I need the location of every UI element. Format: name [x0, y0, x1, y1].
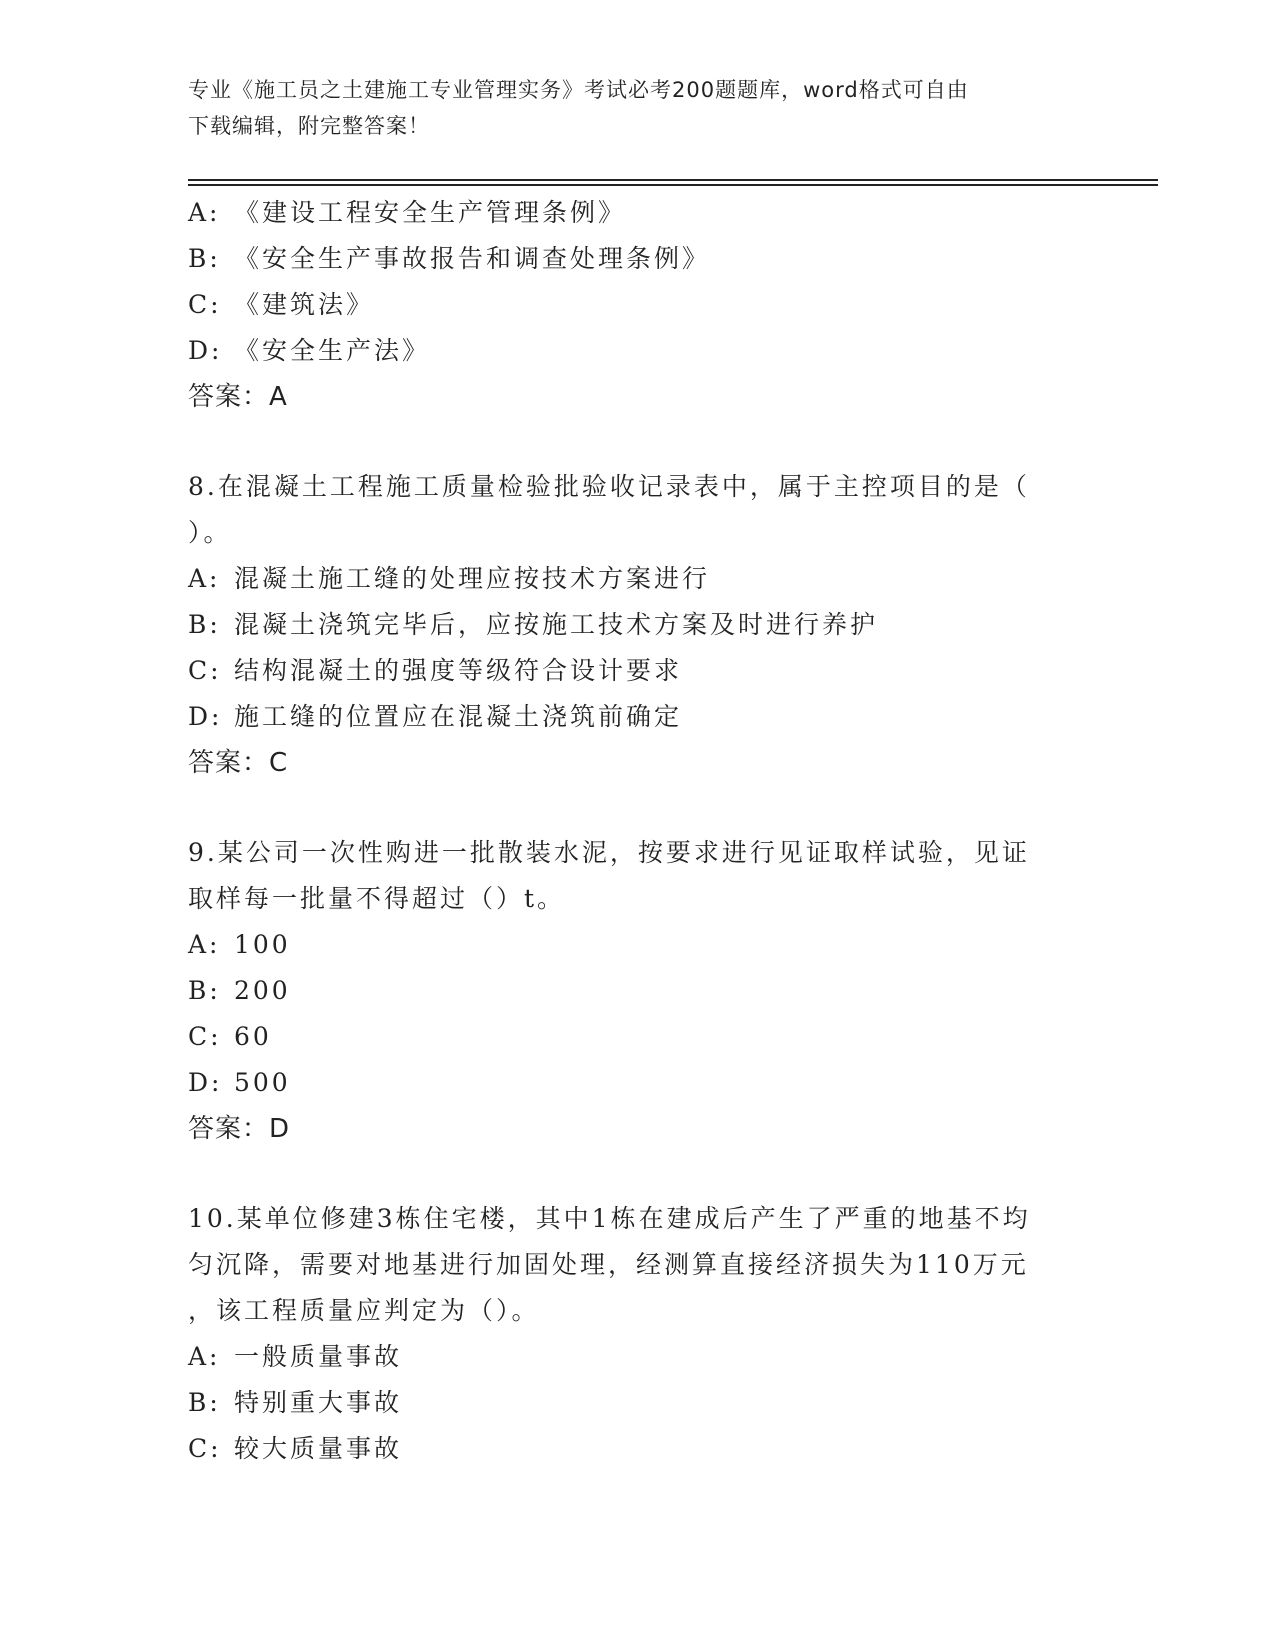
option-key: C:	[188, 290, 222, 319]
question-9	[188, 830, 1078, 1152]
option-text: 施工缝的位置应在混凝土浇筑前确定	[234, 702, 683, 731]
question-stem-line: ，该工程质量应判定为（）。	[188, 1296, 540, 1325]
option-a	[188, 922, 1078, 968]
option-text: 《安全生产事故报告和调查处理条例》	[234, 244, 711, 273]
option-a	[188, 556, 1078, 602]
option-text: 100	[234, 930, 291, 959]
answer-line: 答案：D	[188, 1114, 291, 1144]
option-text: 60	[234, 1022, 272, 1051]
option-a	[188, 1334, 1078, 1380]
option-a	[188, 190, 1078, 236]
document-header	[188, 72, 1088, 144]
option-text: 200	[234, 976, 291, 1005]
option-c	[188, 282, 1078, 328]
question-10	[188, 1196, 1078, 1472]
question-stem-line: 8.在混凝土工程施工质量检验批验收记录表中，属于主控项目的是（	[188, 472, 1030, 501]
question-8	[188, 464, 1078, 786]
question-stem-line: 取样每一批量不得超过（）t。	[188, 884, 566, 913]
header-divider-top	[188, 179, 1158, 181]
option-c	[188, 648, 1078, 694]
option-text: 结构混凝土的强度等级符合设计要求	[234, 656, 683, 685]
option-b	[188, 1380, 1078, 1426]
option-text: 特别重大事故	[234, 1388, 403, 1417]
header-intro-line-1: 专业《施工员之土建施工专业管理实务》考试必考200题题库，word格式可自由	[188, 78, 969, 102]
option-key: D:	[188, 336, 223, 365]
option-b	[188, 602, 1078, 648]
option-c	[188, 1426, 1078, 1472]
option-c	[188, 1014, 1078, 1060]
option-key: B:	[188, 244, 221, 273]
option-key: C:	[188, 656, 222, 685]
option-d	[188, 328, 1078, 374]
question-list	[188, 190, 1078, 1472]
option-key: A:	[188, 564, 221, 593]
header-divider-bottom	[188, 184, 1158, 186]
question-7	[188, 190, 1078, 420]
option-key: B:	[188, 976, 221, 1005]
option-b	[188, 968, 1078, 1014]
option-text: 500	[234, 1068, 291, 1097]
option-key: A:	[188, 930, 221, 959]
option-key: B:	[188, 1388, 221, 1417]
option-d	[188, 694, 1078, 740]
option-key: D:	[188, 1068, 223, 1097]
question-stem-line: 9.某公司一次性购进一批散装水泥，按要求进行见证取样试验，见证	[188, 838, 1030, 867]
option-key: C:	[188, 1434, 222, 1463]
question-stem-line: ）。	[188, 518, 232, 547]
option-key: B:	[188, 610, 221, 639]
option-text: 《安全生产法》	[234, 336, 431, 365]
option-text: 较大质量事故	[234, 1434, 403, 1463]
option-text: 《建筑法》	[234, 290, 375, 319]
header-intro-line-2: 下载编辑，附完整答案！	[188, 114, 430, 138]
option-text: 混凝土浇筑完毕后，应按施工技术方案及时进行养护	[234, 610, 879, 639]
option-key: C:	[188, 1022, 222, 1051]
option-b	[188, 236, 1078, 282]
answer-line: 答案：C	[188, 748, 289, 778]
question-stem-line: 10.某单位修建3栋住宅楼，其中1栋在建成后产生了严重的地基不均	[188, 1204, 1031, 1233]
option-key: A:	[188, 198, 221, 227]
option-text: 一般质量事故	[234, 1342, 403, 1371]
answer-line: 答案：A	[188, 382, 288, 412]
option-key: D:	[188, 702, 223, 731]
question-stem-line: 匀沉降，需要对地基进行加固处理，经测算直接经济损失为110万元	[188, 1250, 1029, 1279]
option-text: 混凝土施工缝的处理应按技术方案进行	[234, 564, 711, 593]
option-text: 《建设工程安全生产管理条例》	[234, 198, 627, 227]
option-key: A:	[188, 1342, 221, 1371]
option-d	[188, 1060, 1078, 1106]
